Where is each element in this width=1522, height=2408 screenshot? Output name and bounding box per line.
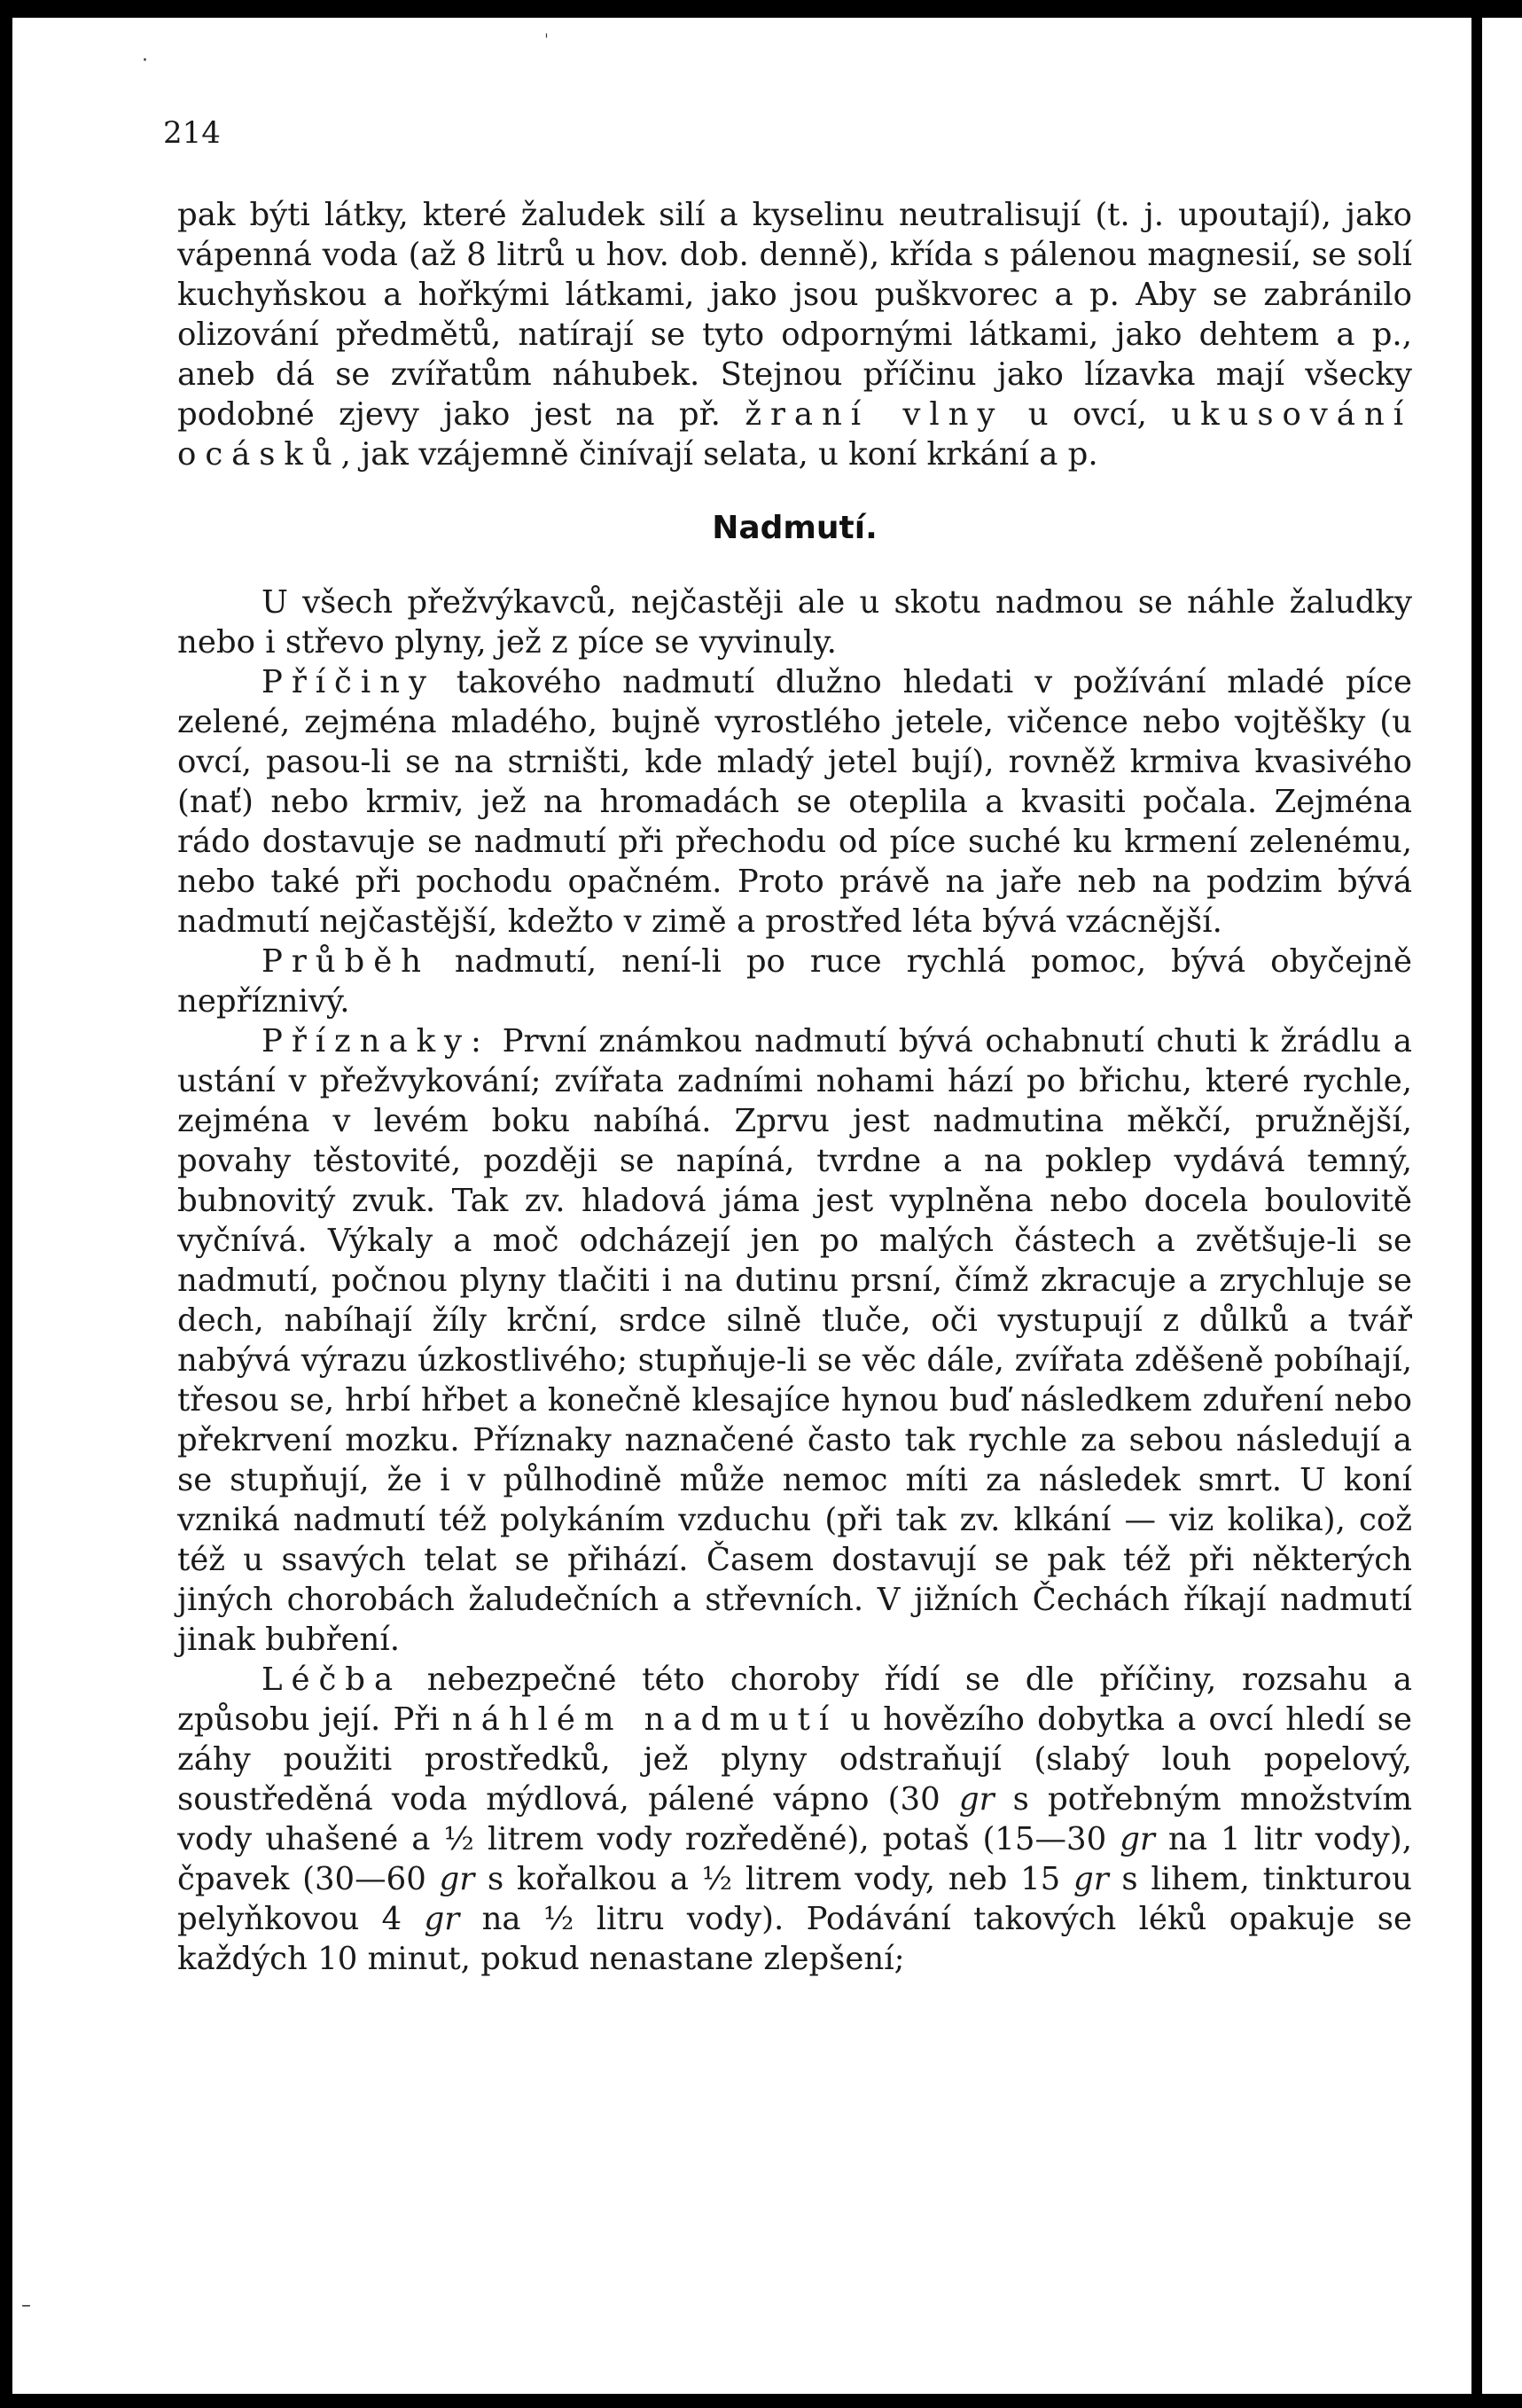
scan-speck: · [142,50,148,72]
paragraph-intro: U všech přežvýkavců, nejčastěji ale u skotu nadmou se náhle žaludky nebo i střevo plyny, jež z píce se vyvinuly. [177,584,1412,661]
spaced-emphasis: Průběh [261,943,430,980]
page-number: 214 [163,115,221,151]
spaced-emphasis: Příznaky: [261,1023,490,1059]
spaced-emphasis: Příčiny [261,664,435,700]
spaced-emphasis: Léčba [261,1661,402,1698]
paragraph-treatment: Léčba nebezpečné této choroby řídí se dle příčiny, rozsahu a způsobu její. Při náhlém nadmutí u hovězího dobytka a ovcí hledí se záhy použiti prostředků, jež plyny odstraňují (slabý louh popelový, soustředěná voda mýdlová, pálené vápno (30 gr s potřebným množstvím vody uhašené a ½ litrem vody rozředěné), potaš (15—30 gr na 1 litr vody), čpavek (30—60 gr s kořalkou a ½ litrem vody, neb 15 gr s lihem, tinkturou pelyňkovou 4 gr na ½ litru vody). Podávání takových léků opakuje se každých 10 minut, pokud nenastane zlepšení; [177,1661,1413,1977]
paragraph-causes: Příčiny takového nadmutí dlužno hledati v požívání mladé píce zelené, zejména mladého, bujně vyrostlého jetele, vičence nebo vojtěšky (u ovcí, pasou-li se na strništi, kde mladý jetel bují), rovněž krmiva kvasivého (nať) nebo krmiv, jež na hromadách se oteplila a kvasiti počala. Zejména rádo dostavuje se nadmutí při přechodu od píce suché ku krmení zelenému, nebo také při pochodu opačném. Proto právě na jaře neb na podzim bývá nadmutí nejčastější, kdežto v zimě a prostřed léta bývá vzácnější. [177,664,1412,940]
spaced-emphasis: ukusování ocásků [177,396,1412,473]
paragraph-symptoms: Příznaky: První známkou nadmutí bývá ochabnutí chuti k žrádlu a ustání v přežvykování; zvířata zadními nohami hází po břichu, které rychle, zejména v levém boku nabíhá. Zprvu jest nadmutina měkčí, pružnější, povahy těstovité, později se napíná, tvrdne a na poklep vydává temný, bubnovitý zvuk. Tak zv. hladová jáma jest vyplněna nebo docela boulovitě vyčnívá. Výkaly a moč odcházejí jen po malých částech a zvětšuje-li se nadmutí, počnou plyny tlačiti i na dutinu prsní, čímž zkracuje a zrychluje se dech, nabíhají žíly krční, srdce silně tluče, oči vystupují z důlků a tvář nabývá výrazu úzkostlivého; stupňuje-li se věc dále, zvířata zděšeně pobíhají, třesou se, hrbí hřbet a konečně klesajíce hynou buď následkem zduření nebo překrvení mozku. Příznaky naznačené často tak rychle za sebou následují a se stupňují, že i v půlhodině může nemoc míti za následek smrt. U koní vzniká nadmutí též polykáním vzduchu (při tak zv. klkání — viz kolika), což též u ssavých telat se přihází. Časem dostavují se pak též při některých jiných chorobách žaludečních a střevních. V jižních Čechách říkají nadmutí jinak bubření. [177,1023,1412,1658]
paragraph-continued: pak býti látky, které žaludek silí a kyselinu neutralisují (t. j. upoutají), jako vápenná voda (až 8 litrů u hov. dob. denně), křída s pálenou magnesií, se solí kuchyňskou a hořkými látkami, jako jsou puškvorec a p. Aby se zabránilo olizování předmětů, natírají se tyto odpornými látkami, jako dehtem a p., aneb dá se zvířatům náhubek. Stejnou příčinu jako lízavka mají všecky podobné zjevy jako jest na př. žraní vlny u ovcí, ukusování ocásků, jak vzájemně činívají selata, u koní krkání a p. [177,197,1412,473]
scan-speck: – [21,2295,31,2317]
adjacent-page-edge [1482,18,1522,2394]
spaced-emphasis: náhlém nadmutí [451,1701,839,1738]
section-heading: Nadmutí. [712,510,878,546]
paragraph-course: Průběh nadmutí, není-li po ruce rychlá pomoc, bývá obyčejně nepříznivý. [177,943,1412,1020]
body-text [177,195,1412,1979]
spaced-emphasis: žraní vlny [745,396,1004,433]
scan-speck: ˌ [544,21,549,40]
